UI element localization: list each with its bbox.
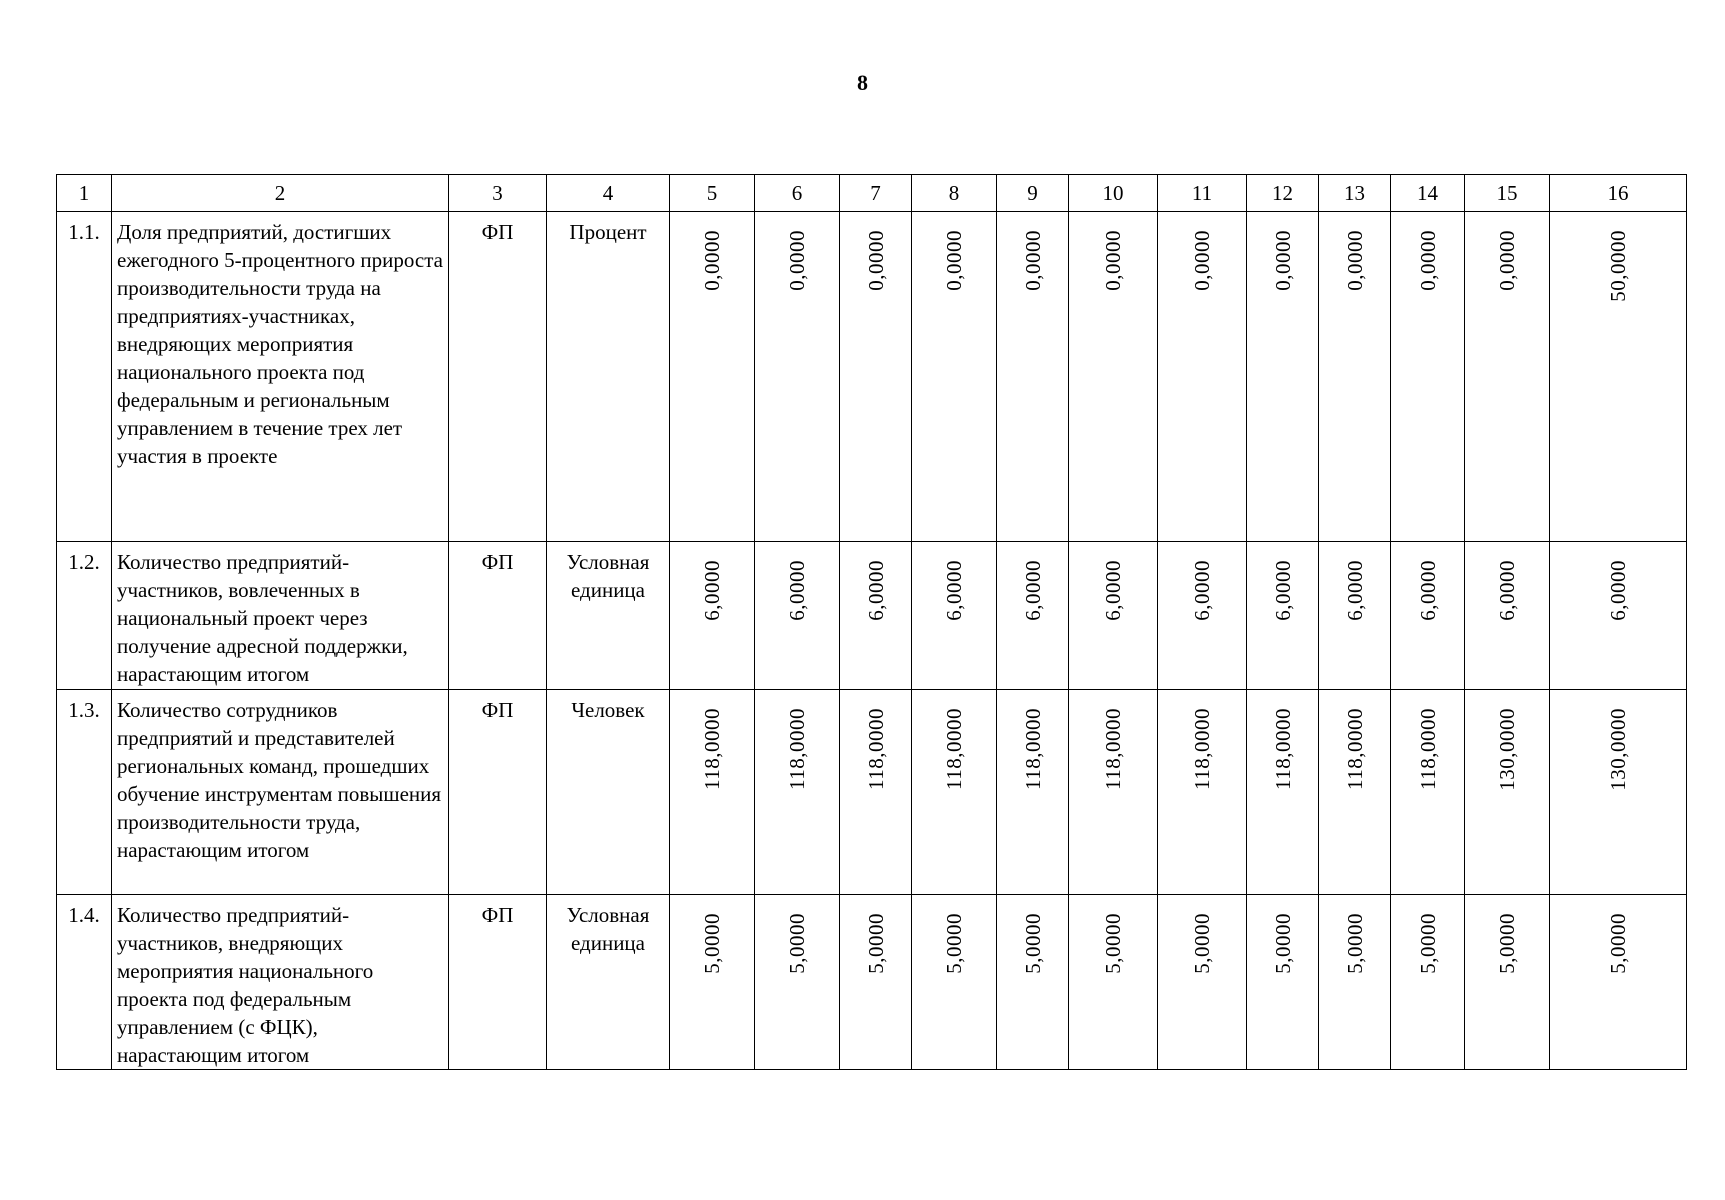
unit-of-measure: Условная единица	[547, 895, 670, 1070]
indicator-value: 6,0000	[942, 560, 966, 621]
indicator-value: 50,0000	[1606, 230, 1630, 302]
indicator-value: 6,0000	[1606, 560, 1630, 621]
indicator-value-cell	[997, 542, 1069, 690]
indicator-value: 0,0000	[700, 230, 724, 291]
indicator-value: 118,0000	[942, 708, 966, 790]
indicator-value: 5,0000	[1020, 913, 1045, 974]
indicator-value-cell	[840, 212, 912, 542]
indicator-value-cell	[997, 895, 1069, 1070]
indicator-description: Количество сотрудников предприятий и представителей региональных команд, прошедших обучение инструментам повышения производительности труда, нарастающим итогом	[112, 690, 449, 895]
indicator-value: 118,0000	[1415, 708, 1440, 790]
column-number-8: 8	[912, 175, 997, 212]
indicator-value-cell	[755, 690, 840, 895]
indicator-value: 6,0000	[1270, 560, 1295, 621]
indicator-value: 5,0000	[863, 913, 888, 974]
indicator-value-cell	[1550, 212, 1687, 542]
indicator-value: 0,0000	[863, 230, 888, 291]
indicator-value-cell	[840, 690, 912, 895]
indicator-value-cell	[1465, 542, 1550, 690]
indicator-value-cell	[1550, 895, 1687, 1070]
indicator-value-cell	[1319, 212, 1391, 542]
indicator-value: 5,0000	[1495, 913, 1519, 974]
indicator-value-cell	[1319, 690, 1391, 895]
indicator-source: ФП	[449, 690, 547, 895]
indicator-value-cell	[1391, 542, 1465, 690]
column-number-6: 6	[755, 175, 840, 212]
indicator-value-cell	[1319, 542, 1391, 690]
indicator-value-cell	[1319, 895, 1391, 1070]
column-number-1: 1	[57, 175, 112, 212]
indicator-value: 118,0000	[863, 708, 888, 790]
indicator-value-cell	[670, 690, 755, 895]
column-number-13: 13	[1319, 175, 1391, 212]
indicator-value: 6,0000	[1101, 560, 1125, 621]
indicator-value: 0,0000	[1495, 230, 1519, 291]
indicators-table	[56, 174, 1687, 1070]
indicator-value: 118,0000	[700, 708, 724, 790]
indicator-value-cell	[840, 542, 912, 690]
column-number-3: 3	[449, 175, 547, 212]
unit-of-measure: Процент	[547, 212, 670, 542]
row-number: 1.3.	[57, 690, 112, 895]
indicator-value: 0,0000	[942, 230, 966, 291]
indicator-value-cell	[912, 895, 997, 1070]
indicator-value: 118,0000	[785, 708, 809, 790]
indicator-value: 6,0000	[1190, 560, 1214, 621]
row-number: 1.1.	[57, 212, 112, 542]
indicator-value-cell	[1158, 690, 1247, 895]
indicator-value-cell	[1069, 690, 1158, 895]
indicator-value: 6,0000	[1342, 560, 1367, 621]
indicator-value-cell	[1391, 895, 1465, 1070]
indicator-value-cell	[1069, 212, 1158, 542]
indicator-value-cell	[912, 212, 997, 542]
indicator-value: 130,0000	[1606, 708, 1630, 791]
indicator-value-cell	[1550, 690, 1687, 895]
indicator-value: 6,0000	[1020, 560, 1045, 621]
unit-of-measure: Условная единица	[547, 542, 670, 690]
indicator-value-cell	[840, 895, 912, 1070]
indicator-value-cell	[755, 542, 840, 690]
indicator-value-cell	[1465, 690, 1550, 895]
indicator-value: 5,0000	[1415, 913, 1440, 974]
indicator-value-cell	[670, 895, 755, 1070]
indicator-value: 118,0000	[1190, 708, 1214, 790]
indicator-value-cell	[755, 895, 840, 1070]
column-number-16: 16	[1550, 175, 1687, 212]
indicator-value: 130,0000	[1495, 708, 1519, 791]
indicator-value: 5,0000	[1190, 913, 1214, 974]
indicator-value-cell	[670, 212, 755, 542]
indicator-value-cell	[997, 212, 1069, 542]
indicator-value: 0,0000	[1415, 230, 1440, 291]
page-number: 8	[857, 70, 868, 95]
column-number-12: 12	[1247, 175, 1319, 212]
row-number: 1.2.	[57, 542, 112, 690]
indicator-value: 5,0000	[942, 913, 966, 974]
indicator-value: 5,0000	[1342, 913, 1367, 974]
indicator-value-cell	[1247, 212, 1319, 542]
indicator-value: 6,0000	[785, 560, 809, 621]
indicator-value: 6,0000	[1495, 560, 1519, 621]
table-row	[57, 690, 1687, 895]
indicator-source: ФП	[449, 542, 547, 690]
column-number-15: 15	[1465, 175, 1550, 212]
indicator-value: 0,0000	[1020, 230, 1045, 291]
indicator-value: 6,0000	[863, 560, 888, 621]
indicator-value-cell	[1069, 542, 1158, 690]
indicator-source: ФП	[449, 212, 547, 542]
indicator-value: 5,0000	[1270, 913, 1295, 974]
indicator-value: 6,0000	[700, 560, 724, 621]
indicator-value-cell	[1158, 542, 1247, 690]
indicator-value-cell	[1158, 895, 1247, 1070]
indicator-value-cell	[1550, 542, 1687, 690]
indicator-value-cell	[755, 212, 840, 542]
table-row	[57, 895, 1687, 1070]
column-number-14: 14	[1391, 175, 1465, 212]
indicator-description: Доля предприятий, достигших ежегодного 5-процентного прироста производительности труда на предприятиях-участниках, внедряющих мероприятия национального проекта под федеральным и региональным управлением в течение трех лет участия в проекте	[112, 212, 449, 542]
unit-of-measure: Человек	[547, 690, 670, 895]
indicator-value: 118,0000	[1342, 708, 1367, 790]
column-number-5: 5	[670, 175, 755, 212]
indicator-value: 5,0000	[1606, 913, 1630, 974]
indicator-description: Количество предприятий-участников, вовлеченных в национальный проект через получение адресной поддержки, нарастающим итогом	[112, 542, 449, 690]
indicator-value-cell	[997, 690, 1069, 895]
column-number-row	[57, 175, 1687, 212]
column-number-2: 2	[112, 175, 449, 212]
indicator-source: ФП	[449, 895, 547, 1070]
indicator-value-cell	[1465, 212, 1550, 542]
indicator-value: 118,0000	[1270, 708, 1295, 790]
indicator-value-cell	[1158, 212, 1247, 542]
indicator-value-cell	[1069, 895, 1158, 1070]
column-number-11: 11	[1158, 175, 1247, 212]
indicator-value-cell	[1391, 690, 1465, 895]
indicator-value: 0,0000	[785, 230, 809, 291]
indicator-value: 5,0000	[785, 913, 809, 974]
indicator-value: 0,0000	[1190, 230, 1214, 291]
indicator-value: 118,0000	[1101, 708, 1125, 790]
column-number-9: 9	[997, 175, 1069, 212]
indicator-value-cell	[1465, 895, 1550, 1070]
indicator-value: 0,0000	[1270, 230, 1295, 291]
indicator-value: 5,0000	[1101, 913, 1125, 974]
indicator-value-cell	[912, 690, 997, 895]
column-number-4: 4	[547, 175, 670, 212]
indicator-value-cell	[1247, 895, 1319, 1070]
indicator-description: Количество предприятий-участников, внедряющих мероприятия национального проекта под федеральным управлением (с ФЦК), нарастающим итогом	[112, 895, 449, 1070]
table-row	[57, 212, 1687, 542]
indicator-value: 6,0000	[1415, 560, 1440, 621]
indicator-value-cell	[912, 542, 997, 690]
row-number: 1.4.	[57, 895, 112, 1070]
indicator-value: 0,0000	[1101, 230, 1125, 291]
table-row	[57, 542, 1687, 690]
indicator-value-cell	[1391, 212, 1465, 542]
column-number-10: 10	[1069, 175, 1158, 212]
indicator-value: 5,0000	[700, 913, 724, 974]
indicator-value-cell	[670, 542, 755, 690]
indicator-value-cell	[1247, 690, 1319, 895]
indicator-value-cell	[1247, 542, 1319, 690]
indicator-value: 0,0000	[1342, 230, 1367, 291]
column-number-7: 7	[840, 175, 912, 212]
indicator-value: 118,0000	[1020, 708, 1045, 790]
